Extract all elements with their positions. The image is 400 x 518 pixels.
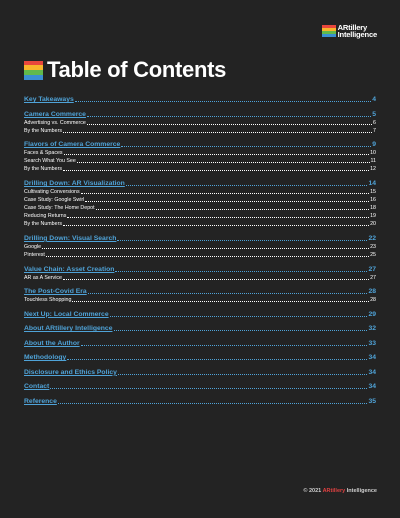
toc-entry-label: By the Numbers (24, 166, 62, 173)
toc-page-number: 16 (370, 197, 376, 204)
toc-page-number: 11 (370, 158, 376, 165)
toc-page-number: 14 (368, 179, 376, 187)
toc-entry-label: The Post-Covid Era (24, 288, 87, 296)
toc-entry-label: By the Numbers (24, 221, 62, 228)
toc-subsection-link[interactable] (24, 212, 376, 220)
toc-entry-label: Case Study: Google Swirl (24, 197, 85, 204)
dot-leader (88, 293, 368, 294)
toc-entry-label: About the Author (24, 339, 80, 347)
dot-leader (114, 330, 368, 331)
toc-page-number: 4 (372, 96, 376, 103)
toc-subsection-link[interactable] (24, 204, 376, 212)
toc-subsection-link[interactable] (24, 149, 376, 157)
toc-entry-label: Pinterest (24, 252, 45, 259)
toc-subsection-link[interactable] (24, 296, 376, 304)
dot-leader (63, 170, 369, 171)
dot-leader (63, 279, 369, 280)
toc-page-number: 5 (372, 110, 376, 118)
toc-section-link[interactable] (24, 179, 376, 188)
dot-leader (110, 316, 368, 317)
toc-subsection-link[interactable] (24, 274, 376, 282)
toc-entry-label: Cultivating Conversions (24, 188, 80, 195)
dot-leader (87, 116, 371, 117)
toc-page-number: 23 (370, 243, 376, 250)
toc-page-number: 7 (373, 127, 376, 134)
toc-section-link[interactable] (24, 339, 376, 348)
brand-mark-icon (322, 25, 336, 37)
toc-page-number: 25 (370, 252, 376, 259)
toc-entry-label: Next Up: Local Commerce (24, 310, 109, 318)
table-of-contents (24, 95, 376, 406)
page-title: Table of Contents (47, 57, 227, 82)
toc-page-number: 34 (368, 383, 376, 391)
toc-page-number: 27 (370, 274, 376, 281)
toc-entry-label: Key Takeaways (24, 96, 74, 103)
toc-subsection-link[interactable] (24, 157, 376, 165)
toc-entry-label: Methodology (24, 354, 67, 362)
dot-leader (72, 301, 369, 302)
dot-leader (63, 132, 372, 133)
toc-page-number: 28 (368, 288, 376, 296)
toc-subsection-link[interactable] (24, 243, 376, 251)
footer-brand: ARtillery (322, 488, 346, 494)
toc-section-link[interactable] (24, 234, 376, 243)
dot-leader (117, 240, 367, 241)
toc-entry-label: Disclosure and Ethics Policy (24, 368, 117, 376)
toc-page-number: 18 (370, 205, 376, 212)
dot-leader (42, 248, 369, 249)
toc-page-number: 28 (370, 297, 376, 304)
toc-section-link[interactable] (24, 265, 376, 274)
toc-page-number: 35 (368, 397, 376, 405)
brand-mark-bar (322, 34, 336, 37)
brand-line-1: ARtillery (337, 23, 368, 32)
toc-entry-label: Drilling Down: Visual Search (24, 234, 117, 242)
toc-section-link[interactable] (24, 110, 376, 119)
toc-entry-label: Google (24, 243, 42, 250)
title-mark-bar (24, 75, 43, 80)
toc-subsection-link[interactable] (24, 220, 376, 228)
toc-subsection-link[interactable] (24, 119, 376, 127)
toc-entry-label: Flavors of Camera Commerce (24, 141, 121, 149)
brand-line-2: Intelligence (337, 30, 377, 39)
toc-page-number: 22 (368, 234, 376, 242)
toc-entry-label: Reference (24, 397, 57, 405)
toc-page-number: 9 (372, 141, 376, 149)
toc-page-number: 29 (368, 310, 376, 318)
toc-entry-label: AR as A Service (24, 274, 62, 281)
toc-section-link[interactable] (24, 397, 376, 406)
dot-leader (77, 162, 370, 163)
toc-section-link[interactable] (24, 368, 376, 377)
toc-page-number: 34 (368, 368, 376, 376)
toc-entry-label: Reducing Returns (24, 213, 67, 220)
brand-wordmark (338, 24, 377, 38)
toc-subsection-link[interactable] (24, 188, 376, 196)
dot-leader (118, 374, 368, 375)
toc-page-number: 6 (373, 119, 376, 126)
toc-section-link[interactable] (24, 140, 376, 149)
dot-leader (46, 256, 369, 257)
toc-page-number: 20 (370, 221, 376, 228)
toc-entry-label: Case Study: The Home Depot (24, 205, 95, 212)
brand-logo (322, 24, 377, 38)
title-row (24, 58, 226, 82)
dot-leader (63, 225, 369, 226)
toc-section-link[interactable] (24, 287, 376, 296)
title-logo-icon (24, 61, 43, 80)
dot-leader (67, 359, 367, 360)
dot-leader (81, 193, 369, 194)
toc-page-number: 19 (370, 213, 376, 220)
toc-subsection-link[interactable] (24, 196, 376, 204)
dot-leader (126, 185, 368, 186)
toc-entry-label: Search What You See (24, 158, 76, 165)
toc-entry-label: Faces & Spaces (24, 150, 63, 157)
copyright-footer (303, 488, 377, 494)
toc-entry-label: Camera Commerce (24, 110, 86, 118)
toc-page-number: 32 (368, 325, 376, 333)
dot-leader (81, 345, 368, 346)
toc-section-link[interactable] (24, 324, 376, 333)
toc-subsection-link[interactable] (24, 251, 376, 259)
toc-entry-label: About ARtillery Intelligence (24, 325, 113, 333)
toc-page-number: 33 (368, 339, 376, 347)
toc-section-link[interactable] (24, 353, 376, 362)
toc-section-link[interactable] (24, 95, 376, 104)
dot-leader (64, 154, 370, 155)
toc-page-number: 10 (370, 150, 376, 157)
toc-entry-label: Contact (24, 383, 50, 391)
toc-entry-label: Touchless Shopping (24, 297, 72, 304)
toc-section-link[interactable] (24, 382, 376, 391)
toc-entry-label: Value Chain: Asset Creation (24, 265, 115, 273)
toc-page-number: 12 (370, 166, 376, 173)
toc-entry-label: Advertising vs. Commerce (24, 119, 86, 126)
dot-leader (85, 201, 369, 202)
toc-page-number: 34 (368, 354, 376, 362)
toc-subsection-link[interactable] (24, 127, 376, 135)
dot-leader (50, 388, 367, 389)
toc-page-number: 27 (368, 265, 376, 273)
toc-subsection-link[interactable] (24, 165, 376, 173)
dot-leader (58, 403, 368, 404)
copyright-prefix: © 2021 (303, 488, 322, 494)
footer-brand-suffix: Intelligence (346, 488, 377, 494)
dot-leader (121, 146, 371, 147)
dot-leader (75, 101, 371, 102)
dot-leader (115, 271, 367, 272)
dot-leader (96, 209, 370, 210)
toc-entry-label: Drilling Down: AR Visualization (24, 179, 125, 187)
dot-leader (87, 124, 372, 125)
toc-page-number: 15 (370, 188, 376, 195)
toc-section-link[interactable] (24, 310, 376, 319)
toc-entry-label: By the Numbers (24, 127, 62, 134)
dot-leader (67, 217, 369, 218)
